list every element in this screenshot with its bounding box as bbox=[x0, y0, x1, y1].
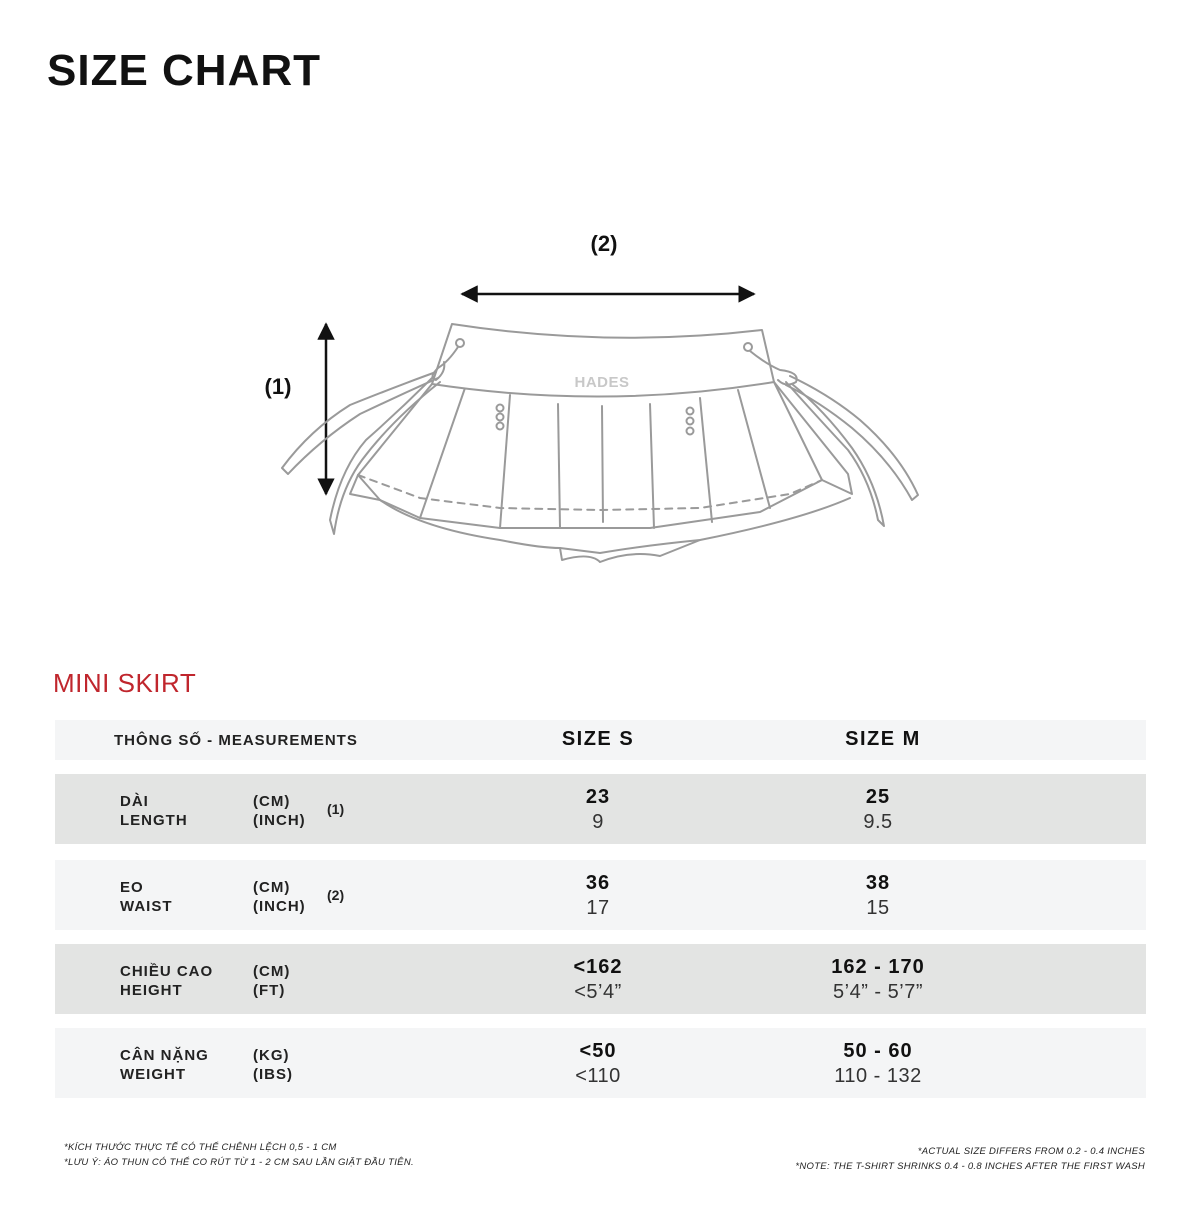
size-m-primary: 25 bbox=[865, 786, 891, 808]
size-s-primary: <50 bbox=[579, 1040, 617, 1062]
page-title: SIZE CHART bbox=[47, 46, 321, 95]
size-m-primary: 50 - 60 bbox=[843, 1040, 913, 1062]
measurement-name-vi: DÀI bbox=[120, 793, 149, 810]
size-s-value bbox=[586, 785, 610, 835]
measurement-unit-secondary: (INCH) bbox=[253, 898, 306, 915]
header-measurements-label: THÔNG SỐ - MEASUREMENTS bbox=[114, 732, 358, 749]
measurement-unit-primary: (CM) bbox=[253, 793, 291, 810]
footnote-line: *LƯU Ý: ÁO THUN CÓ THỂ CO RÚT TỪ 1 - 2 CM SAU LẦN GIẶT ĐẦU TIÊN. bbox=[64, 1157, 414, 1168]
size-m-secondary: 9.5 bbox=[863, 811, 893, 833]
measurement-name-en: WEIGHT bbox=[120, 1066, 186, 1083]
measurement-unit-primary: (CM) bbox=[253, 879, 291, 896]
size-m-secondary: 15 bbox=[866, 897, 890, 919]
measurement-name-vi: CÂN NẶNG bbox=[120, 1047, 209, 1064]
size-m-primary: 38 bbox=[865, 872, 891, 894]
size-s-secondary: 17 bbox=[586, 897, 610, 919]
size-s-primary: <162 bbox=[573, 956, 623, 978]
size-m-value bbox=[831, 955, 925, 1005]
table-row bbox=[55, 774, 1146, 844]
size-s-value bbox=[586, 871, 610, 921]
measurement-unit-secondary: (INCH) bbox=[253, 812, 306, 829]
measurement-name-en: WAIST bbox=[120, 898, 173, 915]
measurement-unit-secondary: (FT) bbox=[253, 982, 286, 999]
measurement-name-vi: EO bbox=[120, 879, 144, 896]
dimension-label-1: (1) bbox=[264, 374, 292, 399]
measurement-diagram-ref: (1) bbox=[327, 801, 345, 817]
skirt-illustration bbox=[282, 324, 918, 562]
measurement-diagram-ref: (2) bbox=[327, 887, 345, 903]
footnote-line: *ACTUAL SIZE DIFFERS FROM 0.2 - 0.4 INCHES bbox=[917, 1146, 1145, 1157]
footnote-line: *KÍCH THƯỚC THỰC TẾ CÓ THỂ CHÊNH LỆCH 0,5 - 1 CM bbox=[64, 1142, 337, 1153]
footnote-line: *NOTE: THE T-SHIRT SHRINKS 0.4 - 0.8 INCHES AFTER THE FIRST WASH bbox=[795, 1161, 1145, 1172]
dimension-label-2: (2) bbox=[590, 231, 618, 256]
size-s-primary: 23 bbox=[585, 786, 611, 808]
size-s-value bbox=[573, 955, 622, 1005]
footnote-english bbox=[795, 1144, 1145, 1174]
table-row bbox=[55, 944, 1146, 1014]
size-m-secondary: 5’4” - 5’7” bbox=[833, 981, 923, 1003]
size-s-value bbox=[575, 1039, 621, 1089]
brand-logo-text: HADES bbox=[574, 374, 630, 391]
table-row bbox=[55, 860, 1146, 930]
header-size-m: SIZE M bbox=[845, 728, 921, 750]
measurement-unit-secondary: (IBS) bbox=[253, 1066, 293, 1083]
size-m-value bbox=[866, 871, 890, 921]
table-header-row bbox=[55, 720, 1146, 760]
measurement-name-vi: CHIỀU CAO bbox=[120, 963, 214, 980]
size-s-primary: 36 bbox=[585, 872, 611, 894]
size-m-value bbox=[834, 1039, 922, 1089]
table-row bbox=[55, 1028, 1146, 1098]
size-s-secondary: 9 bbox=[592, 811, 604, 833]
product-title: MINI SKIRT bbox=[53, 668, 197, 698]
header-size-s: SIZE S bbox=[561, 728, 635, 750]
measurement-unit-primary: (KG) bbox=[253, 1047, 290, 1064]
size-s-secondary: <5’4” bbox=[574, 981, 622, 1003]
measurement-name-en: HEIGHT bbox=[120, 982, 183, 999]
size-s-secondary: <110 bbox=[575, 1065, 621, 1087]
measurement-unit-primary: (CM) bbox=[253, 963, 291, 980]
size-m-value bbox=[863, 785, 892, 835]
measurement-name-en: LENGTH bbox=[120, 812, 188, 829]
footnote-vietnamese bbox=[64, 1140, 414, 1170]
size-m-primary: 162 - 170 bbox=[831, 956, 925, 978]
size-m-secondary: 110 - 132 bbox=[834, 1065, 922, 1087]
